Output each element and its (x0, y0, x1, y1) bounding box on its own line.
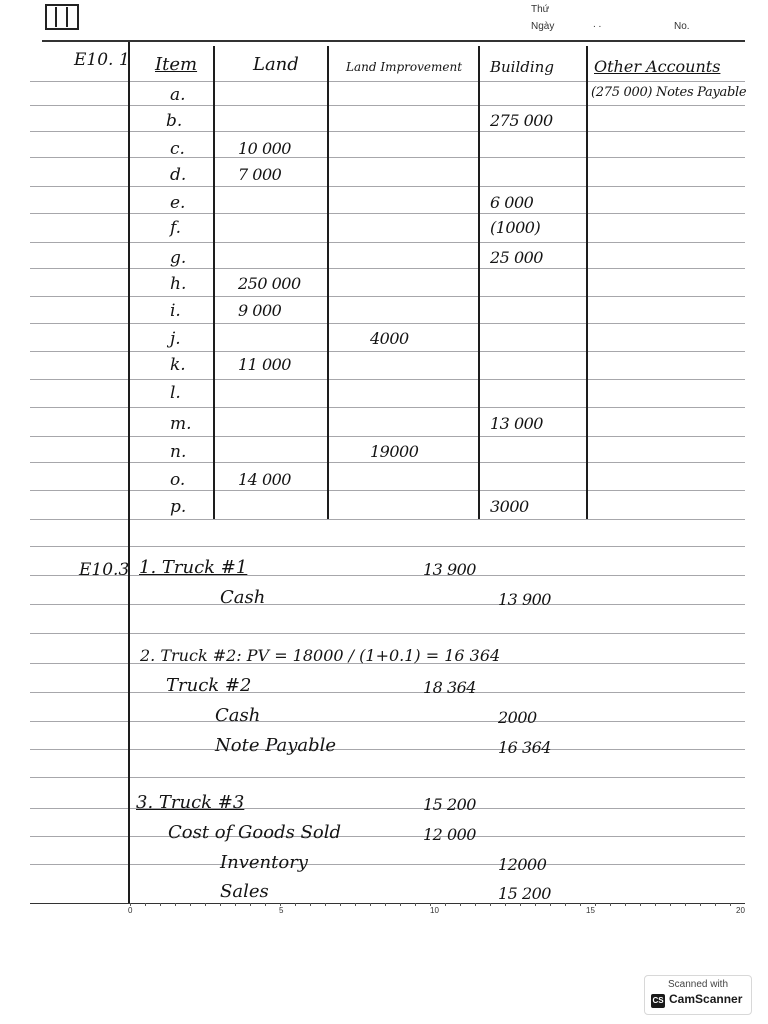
cell-land: 14 000 (238, 470, 291, 489)
notebook-rule-line (30, 296, 745, 297)
ruler-tick (265, 903, 266, 906)
ruler-line (30, 903, 745, 904)
ruler-tick (475, 903, 476, 906)
cell-land-improvement: 4000 (370, 329, 409, 348)
cell-building: 13 000 (490, 414, 543, 433)
row-item-label: e. (170, 193, 186, 213)
header-land: Land (253, 54, 299, 75)
journal-entry-text: Cost of Goods Sold (168, 822, 342, 843)
row-item-label: g. (170, 248, 187, 268)
journal-entry-text: Cash (220, 587, 266, 608)
ruler-number: 0 (128, 906, 133, 915)
table-col-line (213, 46, 215, 519)
ruler-tick (580, 903, 581, 906)
ruler-tick (325, 903, 326, 906)
ruler-number: 20 (736, 906, 745, 915)
e10-3-label: E10.3 (79, 560, 130, 580)
journal-credit: 13 900 (498, 590, 551, 609)
cell-land: 7 000 (238, 165, 282, 184)
journal-entry-text: 3. Truck #3 (136, 792, 245, 813)
cell-building: 275 000 (490, 111, 553, 130)
notebook-rule-line (30, 186, 745, 187)
ruler-tick (505, 903, 506, 906)
cell-land-improvement: 19000 (370, 442, 419, 461)
ruler-tick (340, 903, 341, 906)
journal-credit: 15 200 (498, 884, 551, 903)
journal-entry-text: Truck #2 (166, 675, 252, 696)
ruler-tick (220, 903, 221, 906)
cell-building: 3000 (490, 497, 529, 516)
day-label: Thứ (531, 4, 550, 15)
ruler-tick (730, 903, 731, 906)
ruler-tick (685, 903, 686, 906)
journal-credit: 12000 (498, 855, 547, 874)
ruler-tick (445, 903, 446, 906)
header-other-accounts: Other Accounts (594, 57, 721, 76)
notebook-rule-line (30, 379, 745, 380)
ruler-tick (655, 903, 656, 906)
ruler-tick (700, 903, 701, 906)
journal-debit: 18 364 (423, 678, 476, 697)
e10-1-label: E10. 1 (74, 50, 130, 70)
ruler-tick (145, 903, 146, 906)
row-item-label: b. (166, 111, 183, 131)
cell-building: 25 000 (490, 248, 543, 267)
journal-debit: 15 200 (423, 795, 476, 814)
ruler-tick (670, 903, 671, 906)
ruler-tick (235, 903, 236, 906)
notebook-rule-line (30, 864, 745, 865)
ruler-tick (175, 903, 176, 906)
ruler-tick (565, 903, 566, 906)
ruler-tick (370, 903, 371, 906)
ruler-tick (490, 903, 491, 906)
table-col-line (586, 46, 588, 519)
notebook-rule-line (30, 242, 745, 243)
header-item: Item (155, 54, 198, 75)
date-dots: . . (593, 19, 602, 30)
header-building: Building (490, 58, 554, 76)
notebook-rule-line (30, 213, 745, 214)
row-item-label: d. (170, 165, 187, 185)
ruler-tick (190, 903, 191, 906)
table-col-line (327, 46, 329, 519)
notebook-rule-line (30, 692, 745, 693)
ruler-tick (460, 903, 461, 906)
scanned-with-text: Scanned with (667, 979, 729, 990)
ruler-tick (295, 903, 296, 906)
notebook-rule-line (30, 407, 745, 408)
ruler-tick (625, 903, 626, 906)
header-rule (42, 40, 745, 42)
journal-entry-text: 1. Truck #1 (139, 557, 248, 578)
notebook-rule-line (30, 777, 745, 778)
notebook-rule-line (30, 157, 745, 158)
notebook-logo-icon (45, 4, 79, 30)
row-item-label: p. (170, 497, 187, 517)
row-item-label: k. (170, 355, 186, 375)
ruler-tick (355, 903, 356, 906)
cell-land: 250 000 (238, 274, 301, 293)
ruler-tick (130, 903, 131, 906)
header-land-improvement: Land Improvement (346, 60, 463, 74)
notebook-rule-line (30, 81, 745, 82)
ruler-number: 15 (586, 906, 595, 915)
row-item-label: n. (170, 442, 187, 462)
ruler-tick (535, 903, 536, 906)
ruler-number: 5 (279, 906, 284, 915)
ruler-tick (640, 903, 641, 906)
number-label: No. (674, 21, 690, 32)
notebook-rule-line (30, 351, 745, 352)
ruler-tick (715, 903, 716, 906)
ruler-tick (250, 903, 251, 906)
ruler-tick (520, 903, 521, 906)
notebook-rule-line (30, 604, 745, 605)
ruler-tick (310, 903, 311, 906)
ruler-tick (400, 903, 401, 906)
notebook-rule-line (30, 749, 745, 750)
notebook-rule-line (30, 721, 745, 722)
row-item-label: j. (170, 329, 181, 349)
notebook-rule-line (30, 546, 745, 547)
ruler-tick (280, 903, 281, 906)
ruler-tick (385, 903, 386, 906)
table-col-line (478, 46, 480, 519)
cell-land: 10 000 (238, 139, 291, 158)
row-item-label: o. (170, 470, 186, 490)
notebook-rule-line (30, 105, 745, 106)
notebook-rule-line (30, 268, 745, 269)
row-item-label: h. (170, 274, 187, 294)
notebook-rule-line (30, 462, 745, 463)
journal-entry-text: Note Payable (215, 735, 337, 756)
journal-entry-text: 2. Truck #2: PV = 18000 / (1+0.1) = 16 364 (140, 646, 501, 665)
notebook-rule-line (30, 323, 745, 324)
ruler-tick (160, 903, 161, 906)
ruler-tick (550, 903, 551, 906)
row-item-label: a. (170, 85, 186, 105)
cell-land: 11 000 (238, 355, 291, 374)
ruler-number: 10 (430, 906, 439, 915)
journal-entry-text: Inventory (220, 852, 308, 873)
camscanner-logo-icon: CS (651, 994, 665, 1008)
journal-debit: 13 900 (423, 560, 476, 579)
notebook-rule-line (30, 131, 745, 132)
ruler-tick (415, 903, 416, 906)
date-label: Ngày (531, 21, 555, 32)
row-item-label: m. (170, 414, 192, 434)
row-item-label: i. (170, 301, 181, 321)
ruler-tick (595, 903, 596, 906)
notebook-rule-line (30, 519, 745, 520)
notebook-rule-line (30, 436, 745, 437)
ruler-tick (610, 903, 611, 906)
cell-building: 6 000 (490, 193, 534, 212)
notebook-rule-line (30, 633, 745, 634)
camscanner-brand: CamScanner (669, 992, 743, 1006)
camscanner-watermark (644, 975, 752, 1015)
cell-land: 9 000 (238, 301, 282, 320)
notebook-rule-line (30, 490, 745, 491)
row-item-label: l. (170, 383, 181, 403)
row-item-label: c. (170, 139, 185, 159)
ruler-tick (205, 903, 206, 906)
journal-entry-text: Sales (220, 881, 269, 902)
journal-debit: 12 000 (423, 825, 476, 844)
notebook-rule-line (30, 575, 745, 576)
ruler-tick (430, 903, 431, 906)
cell-building: (1000) (490, 218, 541, 237)
cell-other-accounts: (275 000) Notes Payable (591, 85, 747, 100)
journal-credit: 16 364 (498, 738, 551, 757)
journal-credit: 2000 (498, 708, 537, 727)
row-item-label: f. (170, 218, 182, 238)
margin-line (128, 42, 130, 904)
notebook-rule-line (30, 836, 745, 837)
journal-entry-text: Cash (215, 705, 261, 726)
